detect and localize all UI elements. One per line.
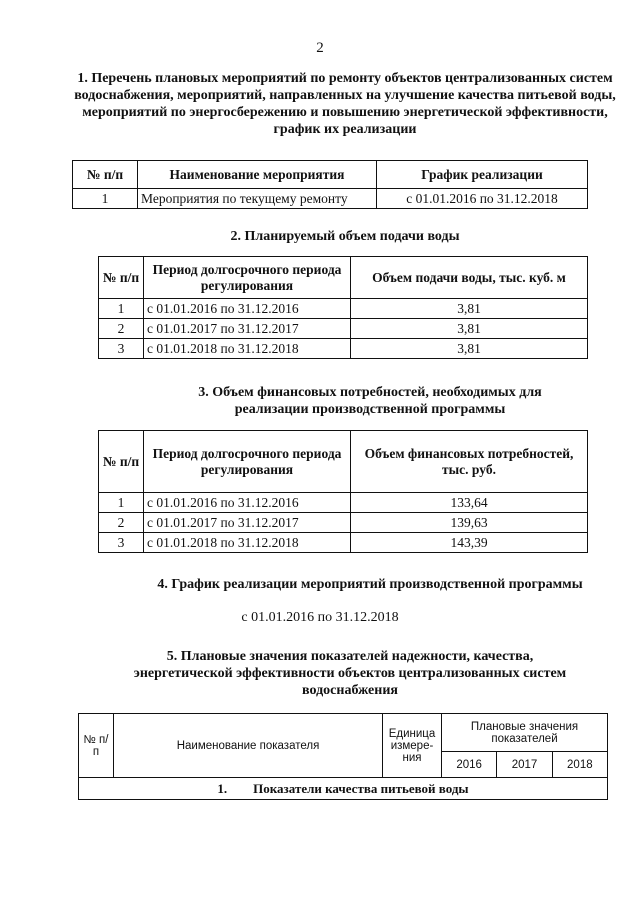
header-num: № п/п [99,431,144,493]
cell-num: 2 [99,319,144,339]
header-unit: Единица измере-ния [383,714,442,778]
cell-amount: 143,39 [351,533,588,553]
header-year-2016: 2016 [442,752,497,778]
cell-period: с 01.01.2018 по 31.12.2018 [144,533,351,553]
cell-period: с 01.01.2016 по 31.12.2016 [144,493,351,513]
section5-title: 5. Плановые значения показателей надежности, качества, энергетической эффективности объектов централизованных систем водоснабжения [133,649,567,698]
header-financial-volume: Объем финансовых потребностей, тыс. руб. [351,431,588,493]
cell-volume: 3,81 [351,319,588,339]
header-period: Период долгосрочного периода регулирования [144,257,351,299]
table-row [99,533,588,553]
cell-volume: 3,81 [351,339,588,359]
group-drinking-water-quality: 1. Показатели качества питьевой воды [79,778,608,800]
table-group-row [79,778,608,800]
financial-needs-table [98,430,588,553]
table-row [99,339,588,359]
indicators-table [78,713,608,800]
cell-amount: 139,63 [351,513,588,533]
table-row [99,299,588,319]
header-year-2018: 2018 [552,752,607,778]
section3-title: 3. Объем финансовых потребностей, необходимых для реализации производственной программы [198,385,542,417]
activities-table [72,160,588,209]
header-volume: Объем подачи воды, тыс. куб. м [351,257,588,299]
cell-num: 3 [99,339,144,359]
table-row [73,189,588,209]
header-year-2017: 2017 [497,752,552,778]
cell-period: с 01.01.2017 по 31.12.2017 [144,513,351,533]
header-indicator-name: Наименование показателя [114,714,383,778]
header-planned-values: Плановые значения показателей [442,714,608,752]
cell-num: 1 [99,299,144,319]
header-activity-name: Наименование мероприятия [138,161,377,189]
header-period: Период долгосрочного периода регулирования [144,431,351,493]
cell-num: 1 [73,189,138,209]
cell-period: с 01.01.2017 по 31.12.2017 [144,319,351,339]
cell-num: 2 [99,513,144,533]
cell-num: 3 [99,533,144,553]
cell-num: 1 [99,493,144,513]
cell-schedule: с 01.01.2016 по 31.12.2018 [377,189,588,209]
cell-period: с 01.01.2016 по 31.12.2016 [144,299,351,319]
cell-period: с 01.01.2018 по 31.12.2018 [144,339,351,359]
header-num: № п/п [99,257,144,299]
table-row [99,319,588,339]
section1-title: 1. Перечень плановых мероприятий по ремонту объектов централизованных систем водоснабжения, мероприятий, направленных на улучшение качества питьевой воды, мероприятий по энергосбережению и повышению энергетической эффективности, график их реализации [74,71,616,137]
table-row [99,493,588,513]
cell-volume: 3,81 [351,299,588,319]
header-num: № п/п [73,161,138,189]
cell-activity: Мероприятия по текущему ремонту [138,189,377,209]
section2-title: 2. Планируемый объем подачи воды [230,229,460,244]
cell-amount: 133,64 [351,493,588,513]
section4-title: 4. График реализации мероприятий производственной программы [157,577,583,592]
page-number: 2 [316,40,324,56]
section4-period: с 01.01.2016 по 31.12.2018 [241,610,399,625]
water-volume-table [98,256,588,359]
header-num: № п/п [79,714,114,778]
header-schedule: График реализации [377,161,588,189]
table-row [99,513,588,533]
